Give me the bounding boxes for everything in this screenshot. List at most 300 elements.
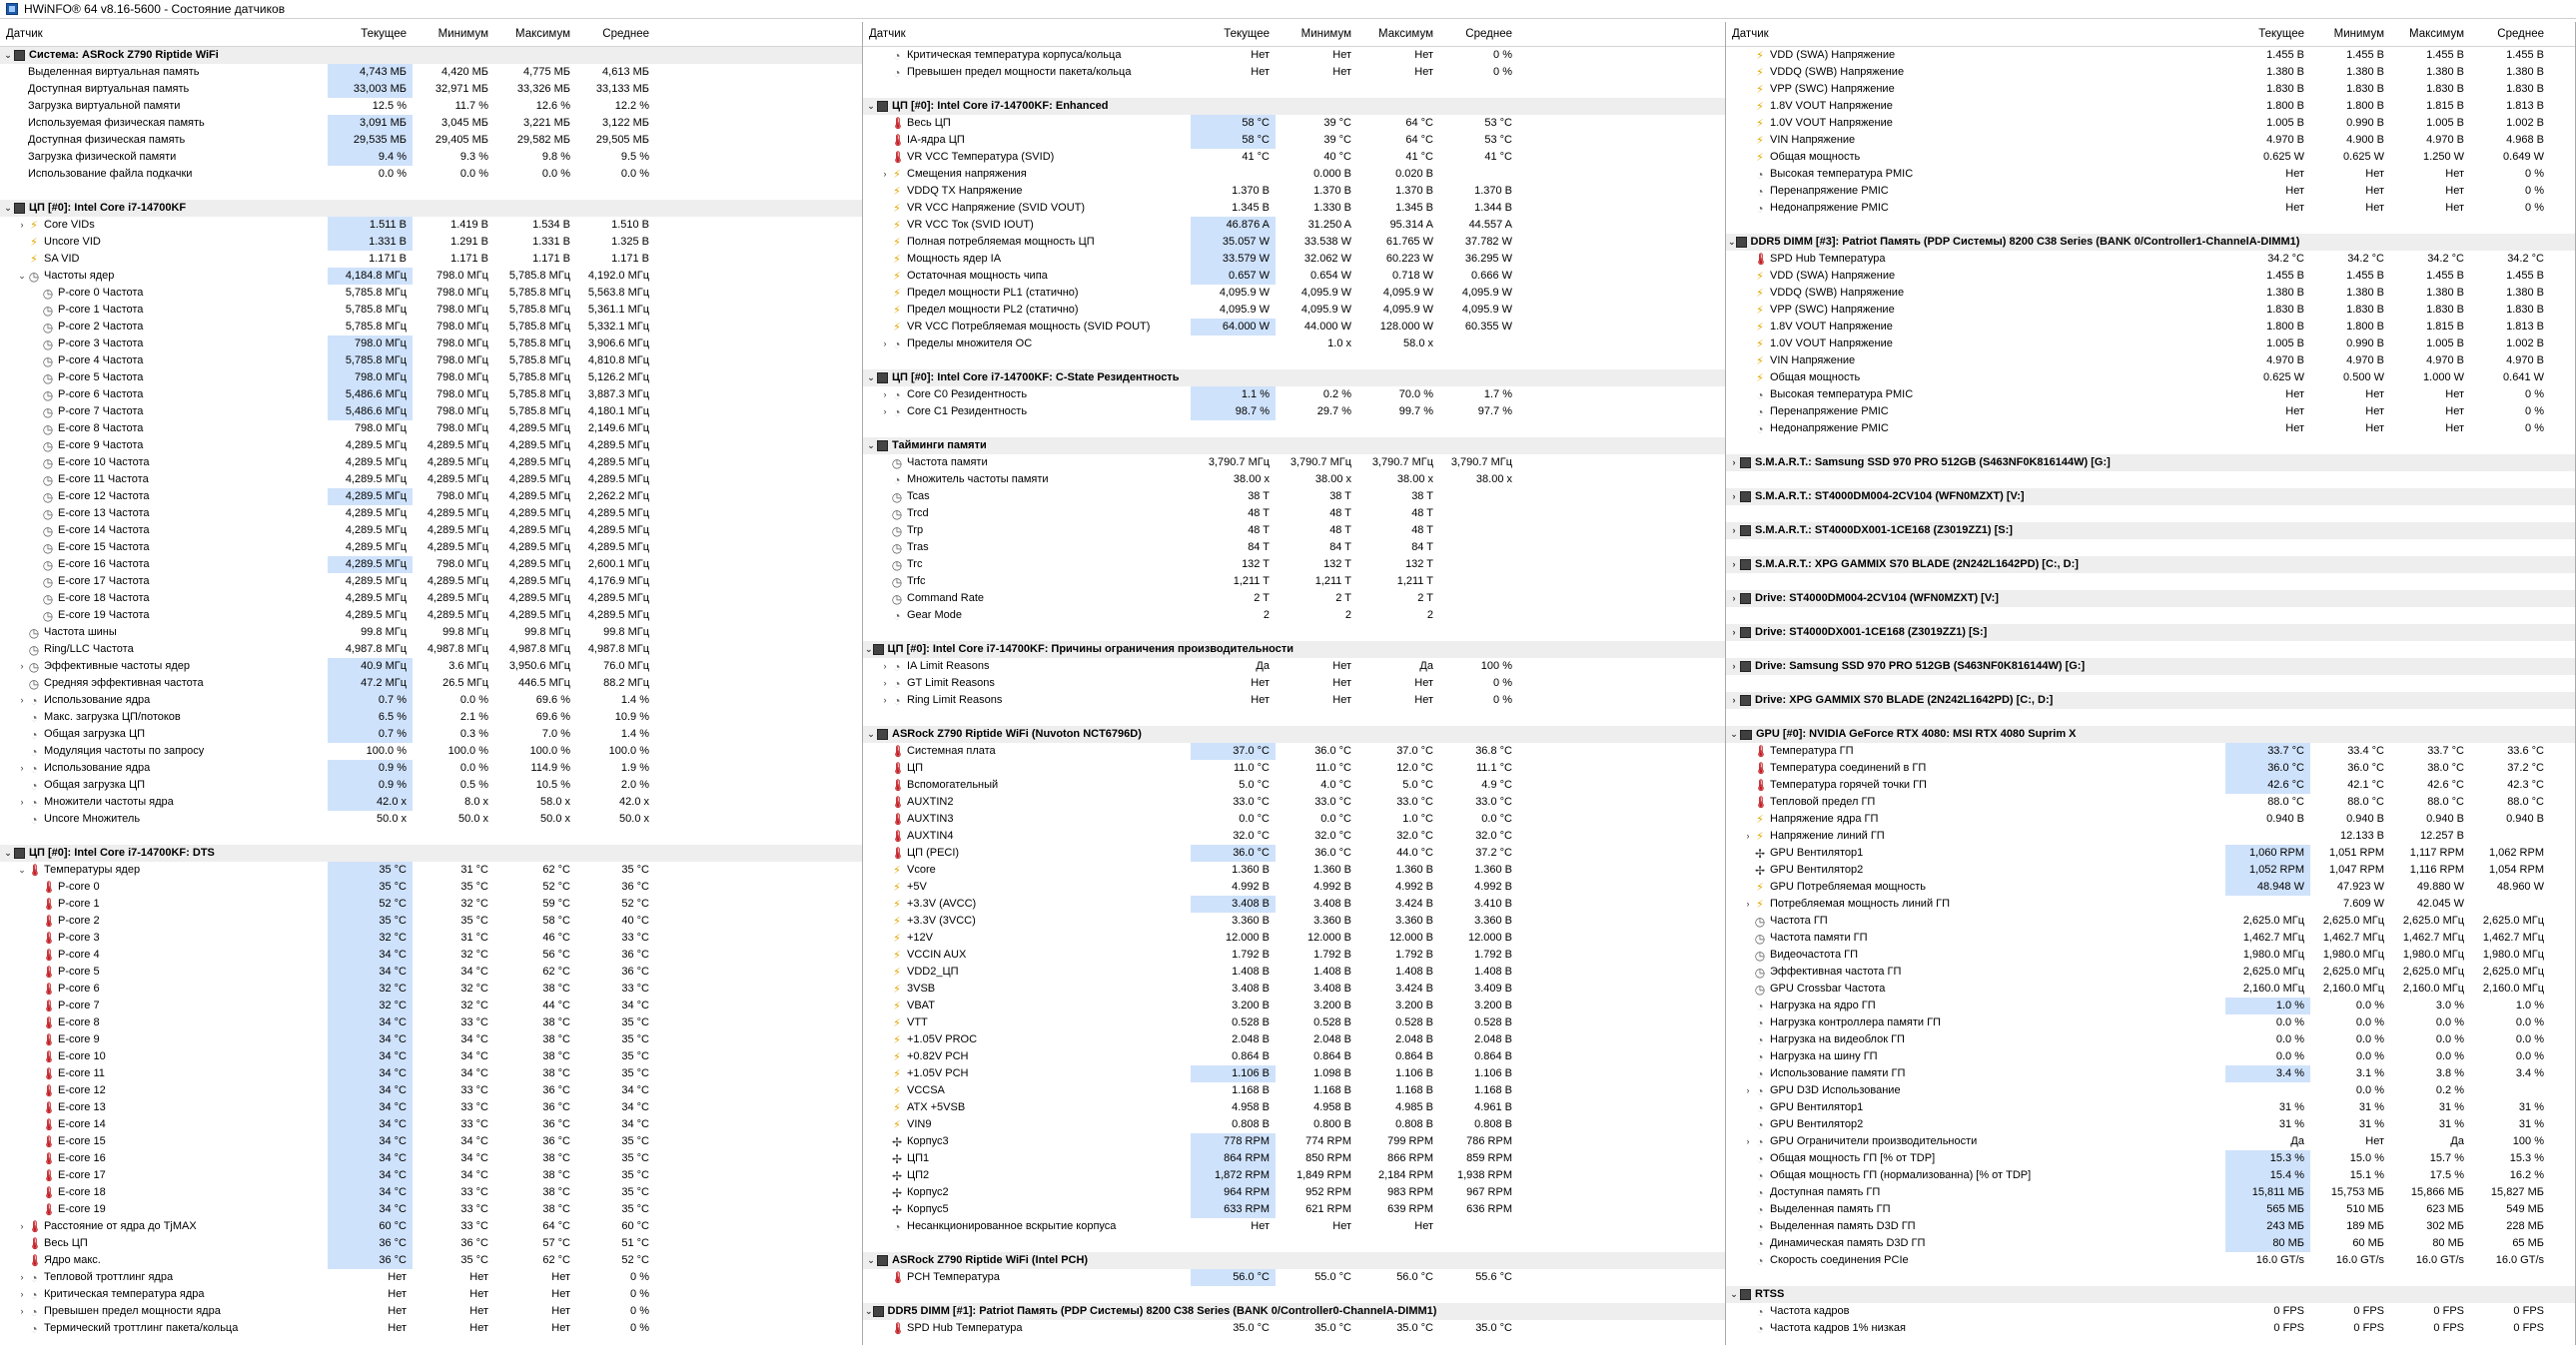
sensor-row[interactable] bbox=[863, 386, 1725, 403]
sensor-row[interactable] bbox=[1726, 879, 2575, 896]
sensor-row[interactable] bbox=[863, 1031, 1725, 1048]
sensor-row[interactable] bbox=[0, 539, 862, 556]
sensor-row[interactable] bbox=[1726, 862, 2575, 879]
sensor-row[interactable] bbox=[863, 896, 1725, 913]
collapse-chevron-icon[interactable]: › bbox=[20, 1221, 24, 1231]
sensor-row[interactable] bbox=[0, 1218, 862, 1235]
sensor-row[interactable] bbox=[0, 251, 862, 268]
collapse-chevron-icon[interactable]: › bbox=[20, 1306, 24, 1316]
collapse-chevron-icon[interactable]: › bbox=[883, 678, 887, 688]
sensor-group-header[interactable] bbox=[1726, 658, 2575, 675]
sensor-row[interactable] bbox=[863, 1167, 1725, 1184]
sensor-group-header[interactable] bbox=[0, 200, 862, 217]
sensor-row[interactable] bbox=[0, 1133, 862, 1150]
expand-chevron-icon[interactable]: ⌄ bbox=[867, 101, 875, 111]
expand-chevron-icon[interactable]: ⌄ bbox=[1730, 1289, 1738, 1299]
sensor-row[interactable] bbox=[0, 1082, 862, 1099]
expand-chevron-icon[interactable]: ⌄ bbox=[18, 865, 26, 875]
sensor-row[interactable] bbox=[0, 1320, 862, 1337]
column-header-name[interactable]: Датчик bbox=[6, 28, 43, 40]
sensor-row[interactable] bbox=[1726, 1099, 2575, 1116]
sensor-row[interactable] bbox=[0, 760, 862, 777]
sensor-row[interactable] bbox=[863, 64, 1725, 81]
collapse-chevron-icon[interactable]: › bbox=[883, 661, 887, 671]
sensor-row[interactable] bbox=[863, 981, 1725, 998]
sensor-group-header[interactable] bbox=[1726, 590, 2575, 607]
sensor-average-value: 15.3 % bbox=[2509, 1152, 2544, 1164]
row-spacer bbox=[0, 828, 862, 845]
sensor-row[interactable] bbox=[863, 964, 1725, 981]
sensor-name-cell bbox=[0, 471, 328, 488]
sensor-row[interactable] bbox=[1726, 777, 2575, 794]
sensor-row[interactable] bbox=[1726, 1167, 2575, 1184]
collapse-chevron-icon[interactable]: › bbox=[1746, 899, 1750, 909]
sensor-row[interactable] bbox=[0, 437, 862, 454]
sensor-row[interactable] bbox=[0, 268, 862, 285]
expand-chevron-icon[interactable]: ⌄ bbox=[4, 848, 12, 858]
sensor-row[interactable] bbox=[1726, 1116, 2575, 1133]
collapse-chevron-icon[interactable]: › bbox=[1732, 661, 1736, 671]
sensor-row[interactable] bbox=[863, 454, 1725, 471]
sensor-row[interactable] bbox=[863, 115, 1725, 132]
column-header-avg[interactable]: Среднее bbox=[602, 28, 649, 40]
sensor-average-value: 53 °C bbox=[1484, 134, 1512, 146]
column-header-min[interactable]: Минимум bbox=[437, 28, 488, 40]
collapse-chevron-icon[interactable]: › bbox=[20, 695, 24, 705]
gauge-icon: ◔ bbox=[1756, 1185, 1764, 1200]
sensor-row[interactable] bbox=[0, 488, 862, 505]
sensor-row[interactable] bbox=[0, 81, 862, 98]
sensor-row[interactable] bbox=[863, 1082, 1725, 1099]
gauge-icon: ◔ bbox=[1756, 387, 1764, 402]
sensor-row[interactable] bbox=[863, 1065, 1725, 1082]
collapse-chevron-icon[interactable]: › bbox=[1732, 559, 1736, 569]
sensor-row[interactable] bbox=[0, 964, 862, 981]
sensor-row[interactable] bbox=[0, 420, 862, 437]
sensor-row[interactable] bbox=[863, 1150, 1725, 1167]
sensor-row[interactable] bbox=[0, 692, 862, 709]
sensor-row[interactable] bbox=[0, 217, 862, 234]
sensor-name-cell bbox=[863, 437, 1191, 454]
sensor-row[interactable] bbox=[0, 166, 862, 183]
sensor-row[interactable] bbox=[863, 217, 1725, 234]
sensor-row[interactable] bbox=[0, 590, 862, 607]
sensor-group-header[interactable] bbox=[863, 369, 1725, 386]
sensor-row[interactable] bbox=[1726, 896, 2575, 913]
column-header-avg[interactable]: Среднее bbox=[2497, 28, 2544, 40]
sensor-row[interactable] bbox=[0, 777, 862, 794]
collapse-chevron-icon[interactable]: › bbox=[1746, 1136, 1750, 1146]
sensor-row[interactable] bbox=[863, 828, 1725, 845]
column-header-avg[interactable]: Среднее bbox=[1465, 28, 1512, 40]
sensor-row[interactable] bbox=[1726, 1048, 2575, 1065]
sensor-row[interactable] bbox=[863, 1184, 1725, 1201]
sensor-row[interactable] bbox=[0, 115, 862, 132]
sensor-row[interactable] bbox=[863, 811, 1725, 828]
sensor-row[interactable] bbox=[863, 268, 1725, 285]
collapse-chevron-icon[interactable]: › bbox=[1732, 593, 1736, 603]
sensor-group-header[interactable] bbox=[863, 1252, 1725, 1269]
sensor-group-header[interactable] bbox=[863, 437, 1725, 454]
sensor-name: Превышен предел мощности пакета/кольца bbox=[907, 66, 1132, 78]
sensor-row[interactable] bbox=[0, 607, 862, 624]
expand-chevron-icon[interactable]: ⌄ bbox=[1730, 729, 1738, 739]
sensor-row[interactable] bbox=[1726, 81, 2575, 98]
sensor-row[interactable] bbox=[0, 369, 862, 386]
sensor-row[interactable] bbox=[863, 1320, 1725, 1337]
sensor-row[interactable] bbox=[1726, 1235, 2575, 1252]
column-header-cur[interactable]: Текущее bbox=[2258, 28, 2304, 40]
sensor-row[interactable] bbox=[863, 403, 1725, 420]
sensor-row[interactable] bbox=[863, 200, 1725, 217]
sensor-row[interactable] bbox=[0, 403, 862, 420]
sensor-row[interactable] bbox=[863, 1048, 1725, 1065]
sensor-row[interactable] bbox=[863, 336, 1725, 352]
sensor-group-header[interactable] bbox=[0, 47, 862, 64]
sensor-row[interactable] bbox=[0, 1031, 862, 1048]
sensor-row[interactable] bbox=[1726, 811, 2575, 828]
sensor-row[interactable] bbox=[0, 896, 862, 913]
sensor-row[interactable] bbox=[863, 183, 1725, 200]
sensor-maximum-value: 36 °C bbox=[542, 1118, 570, 1130]
sensor-row[interactable] bbox=[1726, 828, 2575, 845]
sensor-row[interactable] bbox=[1726, 268, 2575, 285]
sensor-row[interactable] bbox=[863, 607, 1725, 624]
sensor-row[interactable] bbox=[863, 1218, 1725, 1235]
sensor-row[interactable] bbox=[0, 641, 862, 658]
sensor-row[interactable] bbox=[863, 998, 1725, 1014]
sensor-current-value: 798.0 МГц bbox=[328, 336, 413, 352]
column-header-cur[interactable]: Текущее bbox=[361, 28, 407, 40]
column-header-name[interactable]: Датчик bbox=[1732, 28, 1769, 40]
sensor-row[interactable] bbox=[0, 726, 862, 743]
sensor-row[interactable] bbox=[1726, 64, 2575, 81]
sensor-row[interactable] bbox=[863, 1014, 1725, 1031]
sensor-row[interactable] bbox=[863, 692, 1725, 709]
sensor-row[interactable] bbox=[863, 166, 1725, 183]
sensor-current-value: Нет bbox=[1251, 1220, 1270, 1232]
collapse-chevron-icon[interactable]: › bbox=[1746, 1085, 1750, 1095]
sensor-minimum-value: 798.0 МГц bbox=[435, 422, 488, 434]
sensor-row[interactable] bbox=[863, 845, 1725, 862]
sensor-row[interactable] bbox=[1726, 336, 2575, 352]
sensor-group-header[interactable] bbox=[1726, 454, 2575, 471]
sensor-row[interactable] bbox=[1726, 1218, 2575, 1235]
sensor-row[interactable] bbox=[1726, 930, 2575, 947]
collapse-chevron-icon[interactable]: › bbox=[1732, 491, 1736, 501]
sensor-row[interactable] bbox=[0, 505, 862, 522]
sensor-row[interactable] bbox=[1726, 1320, 2575, 1337]
sensor-row[interactable] bbox=[0, 624, 862, 641]
sensor-row[interactable] bbox=[863, 658, 1725, 675]
sensor-row[interactable] bbox=[1726, 47, 2575, 64]
sensor-row[interactable] bbox=[863, 556, 1725, 573]
sensor-current-value: 34 °C bbox=[328, 1167, 413, 1184]
sensor-row[interactable] bbox=[0, 1048, 862, 1065]
sensor-group-header[interactable] bbox=[863, 726, 1725, 743]
sensor-group-header[interactable] bbox=[863, 641, 1725, 658]
sensor-row[interactable] bbox=[863, 862, 1725, 879]
sensor-row[interactable] bbox=[0, 1286, 862, 1303]
sensor-row[interactable] bbox=[1726, 369, 2575, 386]
collapse-chevron-icon[interactable]: › bbox=[1746, 831, 1750, 841]
sensor-maximum-value: 0.864 В bbox=[1395, 1050, 1433, 1062]
collapse-chevron-icon[interactable]: › bbox=[20, 220, 24, 230]
sensor-row[interactable] bbox=[1726, 1150, 2575, 1167]
sensor-row[interactable] bbox=[863, 590, 1725, 607]
expand-chevron-icon[interactable]: ⌄ bbox=[1728, 237, 1736, 247]
sensor-row[interactable] bbox=[863, 1201, 1725, 1218]
sensor-row[interactable] bbox=[1726, 913, 2575, 930]
expand-chevron-icon[interactable]: ⌄ bbox=[867, 372, 875, 382]
sensor-row[interactable] bbox=[0, 1303, 862, 1320]
sensor-row[interactable] bbox=[863, 471, 1725, 488]
sensor-group-header[interactable] bbox=[1726, 522, 2575, 539]
sensor-row[interactable] bbox=[863, 794, 1725, 811]
column-header-max[interactable]: Максимум bbox=[1377, 28, 1433, 40]
lightning-icon: ⚡ bbox=[1756, 117, 1764, 130]
gauge-icon: ◔ bbox=[1756, 1015, 1764, 1030]
sensor-row[interactable] bbox=[0, 1099, 862, 1116]
sensor-row[interactable] bbox=[863, 47, 1725, 64]
sensor-name: P-core 7 bbox=[58, 1000, 100, 1011]
sensor-row[interactable] bbox=[0, 522, 862, 539]
expand-chevron-icon[interactable]: ⌄ bbox=[865, 644, 873, 654]
sensor-row[interactable] bbox=[863, 1099, 1725, 1116]
expand-chevron-icon[interactable]: ⌄ bbox=[867, 440, 875, 450]
sensor-group-header[interactable] bbox=[0, 845, 862, 862]
sensor-maximum-value: 5,785.8 МГц bbox=[508, 354, 570, 366]
sensor-row[interactable] bbox=[0, 1269, 862, 1286]
sensor-row[interactable] bbox=[863, 879, 1725, 896]
sensor-row[interactable] bbox=[1726, 1031, 2575, 1048]
sensor-row[interactable] bbox=[0, 471, 862, 488]
sensor-row[interactable] bbox=[1726, 1252, 2575, 1269]
sensor-average-value: 1.002 В bbox=[2506, 117, 2544, 129]
sensor-name: +12V bbox=[907, 932, 933, 944]
sensor-row[interactable] bbox=[0, 811, 862, 828]
column-header-max[interactable]: Максимум bbox=[514, 28, 570, 40]
sensor-row[interactable] bbox=[0, 556, 862, 573]
expand-chevron-icon[interactable]: ⌄ bbox=[867, 1255, 875, 1265]
sensor-row[interactable] bbox=[0, 862, 862, 879]
collapse-chevron-icon[interactable]: › bbox=[20, 1289, 24, 1299]
sensor-row[interactable] bbox=[863, 913, 1725, 930]
sensor-row[interactable] bbox=[0, 1116, 862, 1133]
sensor-row[interactable] bbox=[1726, 319, 2575, 336]
expand-chevron-icon[interactable]: ⌄ bbox=[867, 729, 875, 739]
collapse-chevron-icon[interactable]: › bbox=[883, 406, 887, 416]
collapse-chevron-icon[interactable]: › bbox=[20, 763, 24, 773]
column-header-name[interactable]: Датчик bbox=[869, 28, 906, 40]
sensor-name: Превышен предел мощности ядра bbox=[44, 1305, 221, 1317]
sensor-row[interactable] bbox=[1726, 743, 2575, 760]
sensor-group-header[interactable] bbox=[1726, 624, 2575, 641]
sensor-row[interactable] bbox=[863, 760, 1725, 777]
sensor-row[interactable] bbox=[0, 1252, 862, 1269]
sensor-row[interactable] bbox=[1726, 1303, 2575, 1320]
sensor-minimum-value: 2 T bbox=[1335, 592, 1351, 604]
collapse-chevron-icon[interactable]: › bbox=[20, 661, 24, 671]
expand-chevron-icon[interactable]: ⌄ bbox=[4, 50, 12, 60]
sensor-group-header[interactable] bbox=[1726, 1286, 2575, 1303]
collapse-chevron-icon[interactable]: › bbox=[883, 338, 887, 348]
sensor-row[interactable] bbox=[0, 947, 862, 964]
sensor-row[interactable] bbox=[863, 302, 1725, 319]
sensor-row[interactable] bbox=[0, 573, 862, 590]
sensor-row[interactable] bbox=[0, 319, 862, 336]
sensor-row[interactable] bbox=[863, 539, 1725, 556]
collapse-chevron-icon[interactable]: › bbox=[883, 169, 887, 179]
sensor-name-cell bbox=[0, 285, 328, 302]
sensor-row[interactable] bbox=[1726, 183, 2575, 200]
sensor-row[interactable] bbox=[863, 522, 1725, 539]
collapse-chevron-icon[interactable]: › bbox=[883, 389, 887, 399]
sensor-row[interactable] bbox=[1726, 760, 2575, 777]
sensor-current-value: 4,289.5 МГц bbox=[328, 488, 413, 505]
sensor-row[interactable] bbox=[863, 573, 1725, 590]
sensor-row[interactable] bbox=[1726, 1133, 2575, 1150]
sensor-maximum-value: 33,326 МБ bbox=[516, 83, 570, 95]
sensor-row[interactable] bbox=[1726, 1201, 2575, 1218]
sensor-row[interactable] bbox=[1726, 251, 2575, 268]
sensor-row[interactable] bbox=[1726, 1014, 2575, 1031]
sensor-row[interactable] bbox=[0, 1235, 862, 1252]
sensor-row[interactable] bbox=[0, 658, 862, 675]
sensor-row[interactable] bbox=[1726, 794, 2575, 811]
sensor-row[interactable] bbox=[0, 1201, 862, 1218]
sensor-group-header[interactable] bbox=[1726, 234, 2575, 251]
sensor-current-value: 4,289.5 МГц bbox=[345, 439, 407, 451]
sensor-row[interactable] bbox=[863, 285, 1725, 302]
sensor-row[interactable] bbox=[0, 352, 862, 369]
collapse-chevron-icon[interactable]: › bbox=[20, 797, 24, 807]
sensor-row[interactable] bbox=[0, 454, 862, 471]
column-header-cur[interactable]: Текущее bbox=[1224, 28, 1270, 40]
sensor-row[interactable] bbox=[863, 319, 1725, 336]
sensor-row[interactable] bbox=[0, 336, 862, 352]
sensor-name-cell bbox=[0, 352, 328, 369]
collapse-chevron-icon[interactable]: › bbox=[20, 1272, 24, 1282]
sensor-row[interactable] bbox=[0, 285, 862, 302]
sensor-row[interactable] bbox=[863, 149, 1725, 166]
sensor-row[interactable] bbox=[1726, 981, 2575, 998]
sensor-group-header[interactable] bbox=[1726, 488, 2575, 505]
sensor-row[interactable] bbox=[0, 879, 862, 896]
sensor-current-value: 0.0 % bbox=[2275, 1050, 2304, 1062]
sensor-row[interactable] bbox=[1726, 285, 2575, 302]
column-header-min[interactable]: Минимум bbox=[2333, 28, 2384, 40]
sensor-row[interactable] bbox=[0, 675, 862, 692]
expand-chevron-icon[interactable]: ⌄ bbox=[865, 1306, 873, 1316]
sensor-row[interactable] bbox=[1726, 420, 2575, 437]
sensor-row[interactable] bbox=[863, 777, 1725, 794]
collapse-chevron-icon[interactable]: › bbox=[883, 695, 887, 705]
sensor-group-header[interactable] bbox=[863, 1303, 1725, 1320]
sensor-average-value: 0 % bbox=[2525, 422, 2544, 434]
sensor-row[interactable] bbox=[1726, 403, 2575, 420]
sensor-row[interactable] bbox=[1726, 302, 2575, 319]
sensor-row[interactable] bbox=[863, 947, 1725, 964]
sensor-row[interactable] bbox=[0, 709, 862, 726]
sensor-group-header[interactable] bbox=[1726, 726, 2575, 743]
sensor-row[interactable] bbox=[0, 1184, 862, 1201]
sensor-maximum-value: 38 °C bbox=[542, 1152, 570, 1164]
sensor-row[interactable] bbox=[0, 1014, 862, 1031]
sensor-row[interactable] bbox=[863, 930, 1725, 947]
sensor-group-header[interactable] bbox=[863, 98, 1725, 115]
collapse-chevron-icon[interactable]: › bbox=[1732, 695, 1736, 705]
expand-chevron-icon[interactable]: ⌄ bbox=[18, 271, 26, 281]
sensor-row[interactable] bbox=[1726, 149, 2575, 166]
collapse-chevron-icon[interactable]: › bbox=[1732, 457, 1736, 467]
sensor-row[interactable] bbox=[0, 1167, 862, 1184]
sensor-row[interactable] bbox=[1726, 947, 2575, 964]
sensor-row[interactable] bbox=[1726, 200, 2575, 217]
sensor-row[interactable] bbox=[0, 913, 862, 930]
sensor-maximum-value: 38.0 °C bbox=[2427, 762, 2464, 774]
sensor-row[interactable] bbox=[1726, 998, 2575, 1014]
sensor-row[interactable] bbox=[0, 386, 862, 403]
sensor-row[interactable] bbox=[863, 1133, 1725, 1150]
sensor-row[interactable] bbox=[863, 1269, 1725, 1286]
sensor-row[interactable] bbox=[0, 149, 862, 166]
sensor-row[interactable] bbox=[1726, 964, 2575, 981]
sensor-row[interactable] bbox=[0, 234, 862, 251]
sensor-row[interactable] bbox=[863, 675, 1725, 692]
column-header-min[interactable]: Минимум bbox=[1300, 28, 1351, 40]
sensor-row[interactable] bbox=[1726, 115, 2575, 132]
sensor-row[interactable] bbox=[863, 1116, 1725, 1133]
sensor-row[interactable] bbox=[863, 251, 1725, 268]
sensor-row[interactable] bbox=[1726, 98, 2575, 115]
sensor-row[interactable] bbox=[1726, 845, 2575, 862]
sensor-row[interactable] bbox=[0, 302, 862, 319]
sensor-row[interactable] bbox=[863, 488, 1725, 505]
sensor-row[interactable] bbox=[0, 998, 862, 1014]
sensor-name: VCCIN AUX bbox=[907, 949, 967, 961]
sensor-row[interactable] bbox=[0, 930, 862, 947]
sensor-row[interactable] bbox=[0, 1065, 862, 1082]
sensor-row[interactable] bbox=[863, 505, 1725, 522]
sensor-row[interactable] bbox=[863, 132, 1725, 149]
sensor-row[interactable] bbox=[1726, 166, 2575, 183]
sensor-row[interactable] bbox=[1726, 352, 2575, 369]
column-header-max[interactable]: Максимум bbox=[2408, 28, 2464, 40]
sensor-row[interactable] bbox=[0, 98, 862, 115]
sensor-row[interactable] bbox=[0, 132, 862, 149]
sensor-row[interactable] bbox=[0, 981, 862, 998]
sensor-row[interactable] bbox=[0, 743, 862, 760]
sensor-average-value: 0 % bbox=[1493, 694, 1512, 706]
sensor-row[interactable] bbox=[1726, 386, 2575, 403]
sensor-row[interactable] bbox=[863, 743, 1725, 760]
sensor-row[interactable] bbox=[1726, 1082, 2575, 1099]
sensor-maximum-value: Нет bbox=[1414, 49, 1433, 61]
sensor-row[interactable] bbox=[1726, 132, 2575, 149]
collapse-chevron-icon[interactable]: › bbox=[1732, 525, 1736, 535]
expand-chevron-icon[interactable]: ⌄ bbox=[4, 203, 12, 213]
sensor-row[interactable] bbox=[863, 234, 1725, 251]
sensor-row[interactable] bbox=[1726, 1065, 2575, 1082]
sensor-group-header[interactable] bbox=[1726, 692, 2575, 709]
collapse-chevron-icon[interactable]: › bbox=[1732, 627, 1736, 637]
sensor-group-header[interactable] bbox=[1726, 556, 2575, 573]
sensor-row[interactable] bbox=[0, 64, 862, 81]
sensor-row[interactable] bbox=[0, 794, 862, 811]
sensor-row[interactable] bbox=[0, 1150, 862, 1167]
sensor-row[interactable] bbox=[1726, 1184, 2575, 1201]
